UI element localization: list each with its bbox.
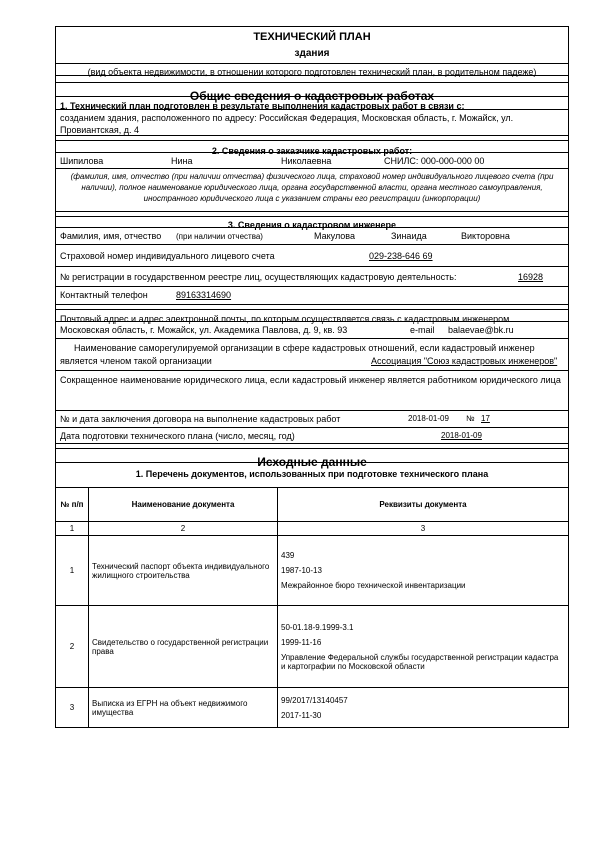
engineer-sro-label: Наименование саморегулируемой организации в сфере кадастровых отношений, если кадастровый инженер является членом такой организации bbox=[60, 343, 535, 366]
row-1-req-3: Межрайонное бюро технической инвентаризации bbox=[281, 581, 466, 590]
row-2-req-3: Управление Федеральной службы государственной регистрации кадастра и картографии по Московской области bbox=[281, 652, 559, 671]
section-3-title: 3. Сведения о кадастровом инженере bbox=[56, 217, 568, 228]
engineer-prep-date: 2018-01-09 bbox=[441, 431, 482, 440]
table-row bbox=[56, 536, 569, 606]
row-1-req-2: 1987-10-13 bbox=[281, 566, 322, 575]
engineer-phone: 89163314690 bbox=[176, 290, 232, 300]
row-2-no: 2 bbox=[56, 606, 89, 688]
engineer-phone-line bbox=[56, 287, 568, 305]
customer-last-name: Шипилова bbox=[60, 156, 104, 166]
col-name-header: Наименование документа bbox=[89, 488, 278, 522]
engineer-first-name: Зинаида bbox=[391, 231, 427, 241]
object-kind: здания bbox=[56, 48, 568, 64]
engineer-address: Московская область, г. Можайск, ул. Академика Павлова, д. 9, кв. 93 bbox=[60, 325, 348, 335]
engineer-org-label: Сокращенное наименование юридического лица, если кадастровый инженер является работником юридического лица bbox=[56, 371, 568, 411]
row-1-no: 1 bbox=[56, 536, 89, 606]
engineer-contract-date: 2018-01-09 bbox=[408, 414, 449, 423]
row-3-req-2: 2017-11-30 bbox=[281, 710, 322, 720]
row-1-name: Технический паспорт объекта индивидуального жилищного строительства bbox=[89, 536, 278, 606]
engineer-contract-label: № и дата заключения договора на выполнение кадастровых работ bbox=[60, 414, 341, 424]
row-3-name: Выписка из ЕГРН на объект недвижимого имущества bbox=[89, 688, 278, 728]
engineer-contract-no-label: № bbox=[466, 414, 475, 423]
row-1-req-1: 439 bbox=[281, 551, 295, 560]
customer-middle-name: Николаевна bbox=[281, 156, 332, 166]
engineer-phone-label: Контактный телефон bbox=[60, 290, 148, 300]
engineer-contract-line bbox=[56, 411, 568, 428]
engineer-snils: 029-238-646 69 bbox=[369, 251, 433, 261]
table-row bbox=[56, 606, 569, 688]
col-no-header: № п/п bbox=[56, 488, 89, 522]
title-block bbox=[55, 26, 569, 487]
source-section-1-title: 1. Перечень документов, использованных при подготовке технического плана bbox=[135, 469, 489, 479]
object-kind-note: (вид объекта недвижимости, в отношении которого подготовлен технический план, в родительном падеже) bbox=[56, 64, 568, 76]
table-row bbox=[56, 688, 569, 728]
row-2-req-2: 1999-11-16 bbox=[281, 637, 322, 647]
engineer-email-label: e-mail bbox=[410, 325, 435, 335]
engineer-reg-line bbox=[56, 267, 568, 287]
engineer-address-line bbox=[56, 322, 568, 339]
engineer-sro-block bbox=[56, 339, 568, 371]
row-3-req-1: 99/2017/13140457 bbox=[281, 695, 348, 705]
table-index-row bbox=[56, 522, 569, 536]
col-idx-3: 3 bbox=[278, 522, 569, 536]
engineer-sro: Ассоциация "Союз кадастровых инженеров" bbox=[371, 356, 558, 366]
customer-snils: СНИЛС: 000-000-000 00 bbox=[384, 156, 485, 166]
col-idx-2: 2 bbox=[89, 522, 278, 536]
engineer-email: balaevae@bk.ru bbox=[448, 325, 514, 335]
engineer-snils-line bbox=[56, 245, 568, 267]
engineer-fio-note: (при наличии отчества) bbox=[176, 232, 263, 241]
technical-plan-page bbox=[55, 26, 569, 728]
section-2-title: 2. Сведения о заказчике кадастровых работ: bbox=[56, 141, 568, 153]
documents-table bbox=[55, 487, 569, 728]
row-3-req bbox=[278, 688, 569, 728]
engineer-middle-name: Викторовна bbox=[461, 231, 510, 241]
engineer-contract-no: 17 bbox=[481, 414, 490, 423]
engineer-fio-label: Фамилия, имя, отчество bbox=[60, 231, 162, 241]
customer-first-name: Нина bbox=[171, 156, 193, 166]
section-1-title: 1. Технический план подготовлен в результате выполнения кадастровых работ в связи с: bbox=[56, 97, 568, 110]
engineer-fio-line bbox=[56, 228, 568, 245]
row-2-name: Свидетельство о государственной регистрации права bbox=[89, 606, 278, 688]
engineer-reg-number: 16928 bbox=[518, 272, 544, 282]
customer-line bbox=[56, 153, 568, 169]
col-idx-1: 1 bbox=[56, 522, 89, 536]
engineer-prep-line bbox=[56, 428, 568, 444]
row-3-no: 3 bbox=[56, 688, 89, 728]
source-heading: Исходные данные bbox=[56, 449, 568, 463]
row-1-req bbox=[278, 536, 569, 606]
document-title: ТЕХНИЧЕСКИЙ ПЛАН bbox=[253, 31, 371, 43]
section-1-text: созданием здания, расположенного по адресу: Российская Федерация, Московская область, г. Можайск, ул. Провиантская, д. 4 bbox=[56, 110, 568, 136]
general-heading: Общие сведения о кадастровых работах bbox=[56, 83, 568, 97]
row-2-req-1: 50-01.18-9.1999-3.1 bbox=[281, 622, 354, 632]
engineer-snils-label: Страховой номер индивидуального лицевого счета bbox=[60, 251, 275, 261]
engineer-prep-label: Дата подготовки технического плана (число, месяц, год) bbox=[60, 431, 295, 441]
table-header-row bbox=[56, 488, 569, 522]
engineer-address-label: Почтовый адрес и адрес электронной почты, по которым осуществляется связь с кадастровым инженером bbox=[56, 310, 568, 322]
row-2-req bbox=[278, 606, 569, 688]
customer-note: (фамилия, имя, отчество (при наличии отчества) физического лица, страховой номер индивидуального лицевого счета (при наличии), полное наименование юридического лица, органа государственной власти, органа местного самоуправления, иностранного юридического лица с указанием страны его регистрации (инкорпорации) bbox=[56, 169, 568, 212]
col-req-header: Реквизиты документа bbox=[278, 488, 569, 522]
engineer-last-name: Макулова bbox=[314, 231, 355, 241]
engineer-reg-label: № регистрации в государственном реестре лиц, осуществляющих кадастровую деятельность: bbox=[60, 272, 457, 282]
